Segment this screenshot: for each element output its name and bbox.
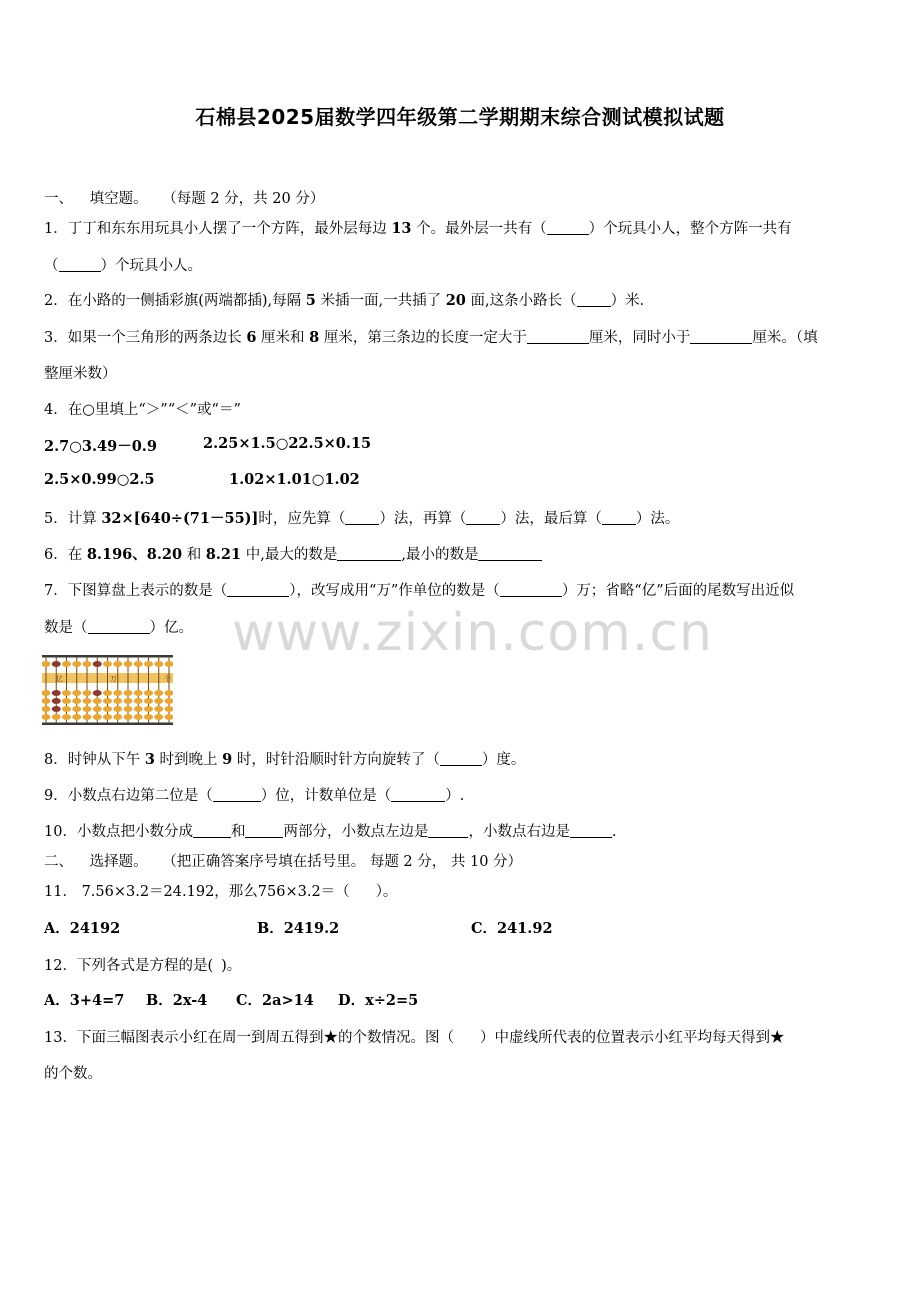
section-note: （每题 2 分，共 20 分） bbox=[162, 191, 325, 207]
question-2 bbox=[44, 289, 654, 310]
q2-text: 2．在小路的一侧插彩旗(两端都插),每隔 bbox=[44, 293, 302, 309]
section-name: 填空题。 bbox=[89, 191, 148, 207]
abacus-bead bbox=[42, 706, 51, 712]
abacus-bead bbox=[83, 690, 92, 696]
q6-text: 中,最大的数是 bbox=[245, 547, 338, 563]
abacus-bead bbox=[72, 698, 81, 704]
abacus-label-yi: 亿 bbox=[56, 675, 63, 683]
q6-number: 8.21 bbox=[205, 546, 242, 563]
question-3-line-2 bbox=[44, 362, 117, 383]
q3-number: 8 bbox=[309, 329, 320, 346]
q12-option-d[interactable]: D．x÷2=5 bbox=[338, 992, 419, 1009]
abacus-label-ge: 个 bbox=[164, 675, 171, 683]
question-1-line-1 bbox=[44, 217, 792, 238]
abacus-bead bbox=[134, 690, 143, 696]
abacus-bead bbox=[165, 690, 174, 696]
question-13-line-2 bbox=[44, 1062, 102, 1083]
q3-text: 厘米和 bbox=[261, 330, 305, 346]
answer-blank[interactable] bbox=[345, 510, 379, 525]
abacus-bead bbox=[83, 706, 92, 712]
abacus-bead bbox=[124, 706, 133, 712]
answer-blank[interactable] bbox=[466, 510, 500, 525]
abacus-bead bbox=[165, 714, 174, 720]
q9-text: ）位，计数单位是（ bbox=[260, 788, 392, 804]
abacus-bead bbox=[144, 661, 153, 667]
abacus-bead bbox=[154, 706, 163, 712]
q11-text: ，那么 bbox=[214, 884, 258, 900]
q6-text: 6．在 bbox=[44, 547, 83, 563]
q7-text: ），改写成用“万”作单位的数是（ bbox=[289, 583, 500, 599]
q3-text: 厘米，第三条边的长度一定大于 bbox=[323, 330, 527, 346]
answer-blank[interactable] bbox=[245, 823, 283, 838]
q12-option-a[interactable]: A．3+4=7 bbox=[44, 992, 125, 1009]
q6-text: 和 bbox=[186, 547, 202, 563]
q3-text: 3．如果一个三角形的两条边长 bbox=[44, 330, 242, 346]
answer-blank[interactable] bbox=[227, 582, 289, 597]
abacus-bead bbox=[62, 690, 71, 696]
section-number: 一、 bbox=[44, 191, 73, 207]
answer-blank[interactable] bbox=[440, 751, 482, 766]
abacus-bead bbox=[62, 661, 71, 667]
answer-blank[interactable] bbox=[527, 329, 589, 344]
answer-blank[interactable] bbox=[213, 787, 261, 802]
section-note: （把正确答案序号填在括号里。 每题 2 分， 共 10 分） bbox=[162, 854, 523, 870]
abacus-bead bbox=[165, 661, 174, 667]
abacus-bead bbox=[52, 690, 61, 696]
answer-blank[interactable] bbox=[391, 787, 445, 802]
q11-text: 11． bbox=[44, 884, 77, 900]
abacus-bead bbox=[134, 714, 143, 720]
q6-text: ,最小的数是 bbox=[401, 547, 479, 563]
q9-text: 9．小数点右边第二位是（ bbox=[44, 788, 213, 804]
q11-option-a[interactable]: A．24192 bbox=[44, 920, 121, 937]
q10-text: 10．小数点把小数分成 bbox=[44, 824, 193, 840]
abacus-bead bbox=[72, 661, 81, 667]
abacus-bead bbox=[144, 690, 153, 696]
page-title: 石棉县2025届数学四年级第二学期期末综合测试模拟试题 bbox=[195, 105, 725, 129]
abacus-bead bbox=[165, 706, 174, 712]
q5-text: ）法，最后算（ bbox=[500, 511, 602, 527]
abacus-bead bbox=[62, 706, 71, 712]
q8-number: 3 bbox=[144, 751, 155, 768]
q9-text: ）. bbox=[445, 788, 465, 804]
abacus-bead bbox=[62, 698, 71, 704]
question-9 bbox=[44, 784, 464, 805]
abacus-bead bbox=[62, 714, 71, 720]
question-5 bbox=[44, 507, 679, 528]
q1-text: ）个玩具小人，整个方阵一共有 bbox=[588, 221, 792, 237]
q2-text: 米插一面,一共插了 bbox=[320, 293, 442, 309]
question-6 bbox=[44, 543, 542, 564]
answer-blank[interactable] bbox=[193, 823, 231, 838]
abacus-bead bbox=[113, 706, 122, 712]
q3-number: 6 bbox=[246, 329, 257, 346]
abacus-bead bbox=[113, 714, 122, 720]
q12-text: 12．下列各式是方程的是( bbox=[44, 958, 214, 974]
answer-blank[interactable] bbox=[690, 329, 752, 344]
abacus-bead bbox=[134, 661, 143, 667]
answer-blank[interactable] bbox=[570, 823, 612, 838]
abacus-bead bbox=[103, 706, 112, 712]
q7-text: 7．下图算盘上表示的数是（ bbox=[44, 583, 228, 599]
q1-text: （ bbox=[44, 258, 59, 274]
answer-blank[interactable] bbox=[59, 257, 101, 272]
q5-text: 5．计算 bbox=[44, 511, 97, 527]
q2-text: ）米． bbox=[610, 293, 655, 309]
abacus-bead bbox=[124, 714, 133, 720]
q11-option-b[interactable]: B．2419.2 bbox=[257, 920, 340, 937]
q8-text: 8．时钟从下午 bbox=[44, 752, 141, 768]
q1-text: 个。最外层一共有（ bbox=[416, 221, 547, 237]
q10-text: 和 bbox=[230, 824, 246, 840]
abacus-bead bbox=[154, 661, 163, 667]
q8-text: ）度。 bbox=[481, 752, 526, 768]
abacus-bead bbox=[52, 714, 61, 720]
q12-option-c[interactable]: C．2a>14 bbox=[236, 992, 314, 1009]
q4-row-2-col-2: 1.02×1.01○1.02 bbox=[229, 471, 360, 488]
abacus-bead bbox=[72, 706, 81, 712]
q8-text: 时，时针沿顺时针方向旋转了（ bbox=[236, 752, 440, 768]
q13-text: 的个数。 bbox=[44, 1066, 102, 1082]
abacus-bead bbox=[144, 698, 153, 704]
q12-text: )。 bbox=[221, 958, 242, 974]
answer-blank[interactable] bbox=[577, 292, 611, 307]
abacus-bead bbox=[52, 706, 61, 712]
question-3-line-1 bbox=[44, 326, 818, 347]
q10-text: 两部分，小数点左边是 bbox=[283, 824, 429, 840]
abacus-bead bbox=[42, 714, 51, 720]
abacus-bead bbox=[113, 661, 122, 667]
question-7-line-2 bbox=[44, 616, 193, 637]
q11-expression: 756×3.2＝（ bbox=[257, 884, 350, 900]
abacus-bead bbox=[93, 698, 102, 704]
q12-option-b[interactable]: B．2x-4 bbox=[146, 992, 208, 1009]
abacus-bead bbox=[154, 690, 163, 696]
abacus-bead bbox=[154, 698, 163, 704]
abacus-bead bbox=[113, 698, 122, 704]
abacus-bead bbox=[83, 698, 92, 704]
question-7-line-1 bbox=[44, 579, 794, 600]
abacus-bead bbox=[124, 698, 133, 704]
abacus-bead bbox=[42, 698, 51, 704]
abacus-bead bbox=[134, 706, 143, 712]
q8-number: 9 bbox=[222, 751, 233, 768]
section-2-heading bbox=[44, 850, 522, 871]
q5-text: ）法。 bbox=[635, 511, 680, 527]
q6-numbers: 8.196、8.20 bbox=[86, 546, 183, 563]
abacus-bead bbox=[144, 706, 153, 712]
abacus-bead bbox=[103, 698, 112, 704]
q2-text: 面,这条小路长（ bbox=[470, 293, 577, 309]
abacus-bead bbox=[52, 661, 61, 667]
question-12 bbox=[44, 954, 241, 975]
abacus-bead bbox=[93, 690, 102, 696]
q3-text: 整厘米数） bbox=[44, 366, 117, 382]
abacus-label-wan: 万 bbox=[110, 675, 117, 683]
question-8 bbox=[44, 748, 525, 769]
question-4 bbox=[44, 398, 241, 419]
q13-text: 13．下面三幅图表示小红在周一到周五得到★的个数情况。图（ bbox=[44, 1030, 454, 1046]
q3-text: 厘米。（填 bbox=[752, 330, 818, 346]
answer-blank[interactable] bbox=[337, 546, 401, 561]
q4-text: 4．在○里填上“＞”“＜”或“＝” bbox=[44, 402, 241, 418]
abacus-bead bbox=[83, 714, 92, 720]
abacus-bead bbox=[134, 698, 143, 704]
answer-blank[interactable] bbox=[88, 619, 150, 634]
abacus-bead bbox=[93, 706, 102, 712]
q1-number: 13 bbox=[391, 220, 412, 237]
abacus-bead bbox=[83, 661, 92, 667]
q5-expression: 32×[640÷(71－55)] bbox=[101, 510, 259, 527]
abacus-bead bbox=[113, 690, 122, 696]
abacus-bead bbox=[124, 661, 133, 667]
abacus-bead bbox=[93, 714, 102, 720]
q5-text: ）法，再算（ bbox=[379, 511, 467, 527]
q1-text: 1．丁丁和东东用玩具小人摆了一个方阵，最外层每边 bbox=[44, 221, 387, 237]
q4-row-1-col-1: 2.7○3.49－0.9 bbox=[44, 438, 157, 455]
q8-text: 时到晚上 bbox=[159, 752, 218, 768]
q7-text: ）万；省略“亿”后面的尾数写出近似 bbox=[561, 583, 795, 599]
q1-text: ）个玩具小人。 bbox=[100, 258, 202, 274]
section-name: 选择题。 bbox=[89, 854, 148, 870]
abacus-bead bbox=[72, 690, 81, 696]
watermark: www.zixin.com.cn bbox=[232, 603, 713, 663]
question-11 bbox=[44, 880, 397, 901]
q13-text: ）中虚线所代表的位置表示小红平均每天得到★ bbox=[479, 1030, 785, 1046]
abacus-image bbox=[42, 655, 173, 725]
question-13-line-1 bbox=[44, 1026, 784, 1047]
answer-blank[interactable] bbox=[478, 546, 542, 561]
q2-number: 5 bbox=[305, 292, 316, 309]
question-10 bbox=[44, 820, 617, 841]
q11-text: ）。 bbox=[375, 884, 398, 900]
q5-text: 时，应先算（ bbox=[258, 511, 346, 527]
q10-text: ，小数点右边是 bbox=[468, 824, 570, 840]
q4-row-1-col-2: 2.25×1.5○22.5×0.15 bbox=[203, 435, 372, 452]
abacus-bead bbox=[93, 661, 102, 667]
abacus-bead bbox=[165, 698, 174, 704]
abacus-bead bbox=[72, 714, 81, 720]
q7-text: ）亿。 bbox=[149, 620, 193, 636]
question-1-line-2 bbox=[44, 254, 202, 275]
abacus-bead bbox=[42, 661, 51, 667]
q2-number: 20 bbox=[445, 292, 466, 309]
answer-blank[interactable] bbox=[547, 220, 589, 235]
q3-text: 厘米，同时小于 bbox=[588, 330, 691, 346]
abacus-bead bbox=[103, 661, 112, 667]
q4-row-2-col-1: 2.5×0.99○2.5 bbox=[44, 471, 155, 488]
abacus-bead bbox=[103, 714, 112, 720]
abacus-bead bbox=[52, 698, 61, 704]
abacus-bead bbox=[124, 690, 133, 696]
abacus-bead bbox=[144, 714, 153, 720]
answer-blank[interactable] bbox=[500, 582, 562, 597]
section-1-heading bbox=[44, 187, 324, 208]
answer-blank[interactable] bbox=[428, 823, 468, 838]
q11-option-c[interactable]: C．241.92 bbox=[471, 920, 553, 937]
abacus-bead bbox=[154, 714, 163, 720]
abacus-bead bbox=[103, 690, 112, 696]
q7-text: 数是（ bbox=[44, 620, 88, 636]
q11-expression: 7.56×3.2＝24.192 bbox=[81, 884, 215, 900]
section-number: 二、 bbox=[44, 854, 73, 870]
abacus-bead bbox=[42, 690, 51, 696]
q10-text: . bbox=[611, 824, 617, 840]
answer-blank[interactable] bbox=[602, 510, 636, 525]
